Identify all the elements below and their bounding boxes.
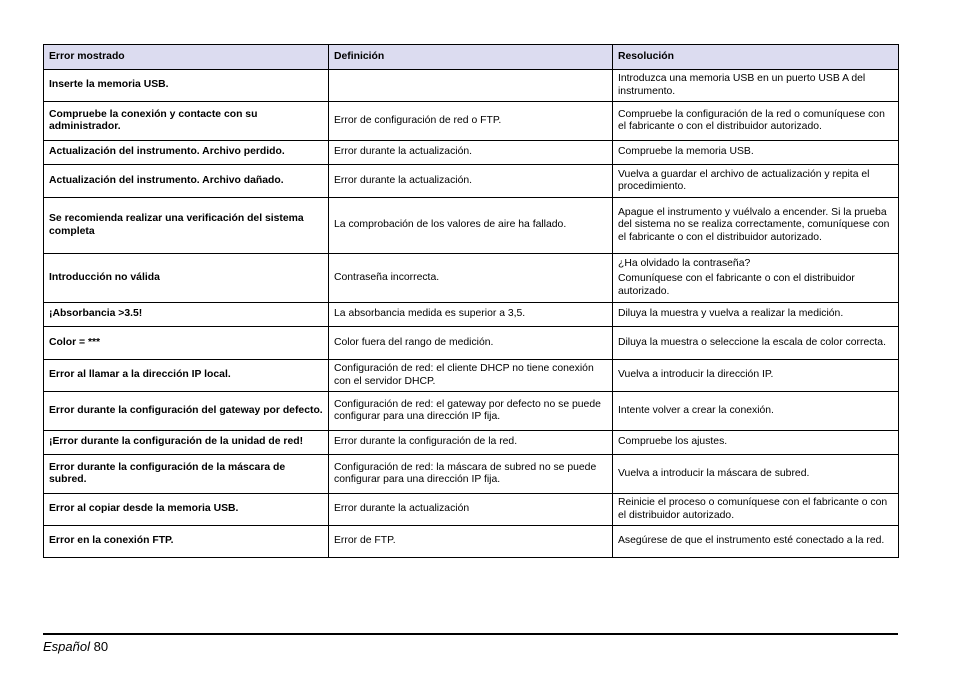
definition-cell: Color fuera del rango de medición. [329,327,613,360]
resolution-cell [613,455,899,494]
error-shown-cell: Introducción no válida [44,254,329,303]
definition-cell: Configuración de red: el gateway por defecto no se puede configurar para una dirección IP fija. [329,392,613,431]
definition-cell: La comprobación de los valores de aire ha fallado. [329,198,613,254]
resolution-line: Comuníquese con el fabricante o con el distribuidor autorizado. [618,273,855,297]
footer-page-number: 80 [93,639,109,654]
table-row [44,455,899,494]
resolution-cell [613,494,899,526]
error-shown-cell: Error en la conexión FTP. [44,526,329,558]
error-shown-cell: Color = *** [44,327,329,360]
definition-cell: Configuración de red: la máscara de subred no se puede configurar para una dirección IP fija. [329,455,613,494]
error-shown-cell: Compruebe la conexión y contacte con su administrador. [44,102,329,141]
resolution-cell [613,526,899,558]
definition-cell: La absorbancia medida es superior a 3,5. [329,303,613,327]
resolution-line: Vuelva a introducir la máscara de subred. [618,467,810,479]
error-shown-cell: Error al llamar a la dirección IP local. [44,360,329,392]
resolution-line: Compruebe la configuración de la red o comuníquese con el fabricante o con el distribuidor autorizado. [618,108,885,132]
table-row [44,165,899,198]
resolution-line: Apague el instrumento y vuélvalo a encender. Si la prueba del sistema no se realiza correctamente, comuníquese con el fabricante o con el distribuidor autorizado. [618,206,890,243]
definition-cell: Error de FTP. [329,526,613,558]
definition-cell [329,70,613,102]
error-shown-cell: ¡Absorbancia >3.5! [44,303,329,327]
error-shown-cell: Error durante la configuración de la máscara de subred. [44,455,329,494]
resolution-cell [613,303,899,327]
resolution-line: Diluya la muestra o seleccione la escala de color correcta. [618,336,886,348]
resolution-line: Compruebe los ajustes. [618,436,728,448]
resolution-cell [613,431,899,455]
table-row [44,327,899,360]
error-shown-cell: Actualización del instrumento. Archivo dañado. [44,165,329,198]
table-row [44,526,899,558]
resolution-cell [613,327,899,360]
error-shown-cell: ¡Error durante la configuración de la unidad de red! [44,431,329,455]
resolution-cell [613,392,899,431]
definition-cell: Error durante la actualización. [329,165,613,198]
header-definition: Definición [329,45,613,70]
resolution-line: Asegúrese de que el instrumento esté conectado a la red. [618,535,885,547]
resolution-line: Intente volver a crear la conexión. [618,404,774,416]
resolution-cell [613,165,899,198]
definition-cell: Error durante la actualización [329,494,613,526]
resolution-line: Compruebe la memoria USB. [618,146,754,158]
footer-language: Español [43,639,90,654]
header-error-shown: Error mostrado [44,45,329,70]
table-row [44,431,899,455]
error-table-body [44,70,899,558]
table-row [44,303,899,327]
definition-cell: Error durante la actualización. [329,141,613,165]
header-resolution: Resolución [613,45,899,70]
definition-cell: Contraseña incorrecta. [329,254,613,303]
error-shown-cell: Actualización del instrumento. Archivo perdido. [44,141,329,165]
table-row [44,70,899,102]
resolution-line: Vuelva a guardar el archivo de actualización y repita el procedimiento. [618,168,870,192]
error-shown-cell: Error durante la configuración del gateway por defecto. [44,392,329,431]
resolution-cell [613,254,899,303]
table-row [44,141,899,165]
error-table [43,44,899,558]
resolution-line: Diluya la muestra y vuelva a realizar la medición. [618,308,844,320]
table-row [44,254,899,303]
header-row [44,45,899,70]
table-row [44,392,899,431]
table-row [44,360,899,392]
error-shown-cell: Se recomienda realizar una verificación del sistema completa [44,198,329,254]
definition-cell: Configuración de red: el cliente DHCP no tiene conexión con el servidor DHCP. [329,360,613,392]
resolution-cell [613,198,899,254]
error-shown-cell: Error al copiar desde la memoria USB. [44,494,329,526]
resolution-line: Vuelva a introducir la dirección IP. [618,369,774,381]
page-footer [43,639,108,654]
table-row [44,198,899,254]
resolution-line: Introduzca una memoria USB en un puerto USB A del instrumento. [618,73,866,97]
error-shown-cell: Inserte la memoria USB. [44,70,329,102]
table-row [44,102,899,141]
definition-cell: Error durante la configuración de la red. [329,431,613,455]
resolution-cell [613,360,899,392]
footer-divider [43,633,898,635]
resolution-cell [613,141,899,165]
resolution-line: ¿Ha olvidado la contraseña? [618,257,751,269]
resolution-cell [613,70,899,102]
resolution-cell [613,102,899,141]
resolution-line: Reinicie el proceso o comuníquese con el fabricante o con el distribuidor autorizado. [618,497,888,521]
table-row [44,494,899,526]
definition-cell: Error de configuración de red o FTP. [329,102,613,141]
error-table-header [44,45,899,70]
